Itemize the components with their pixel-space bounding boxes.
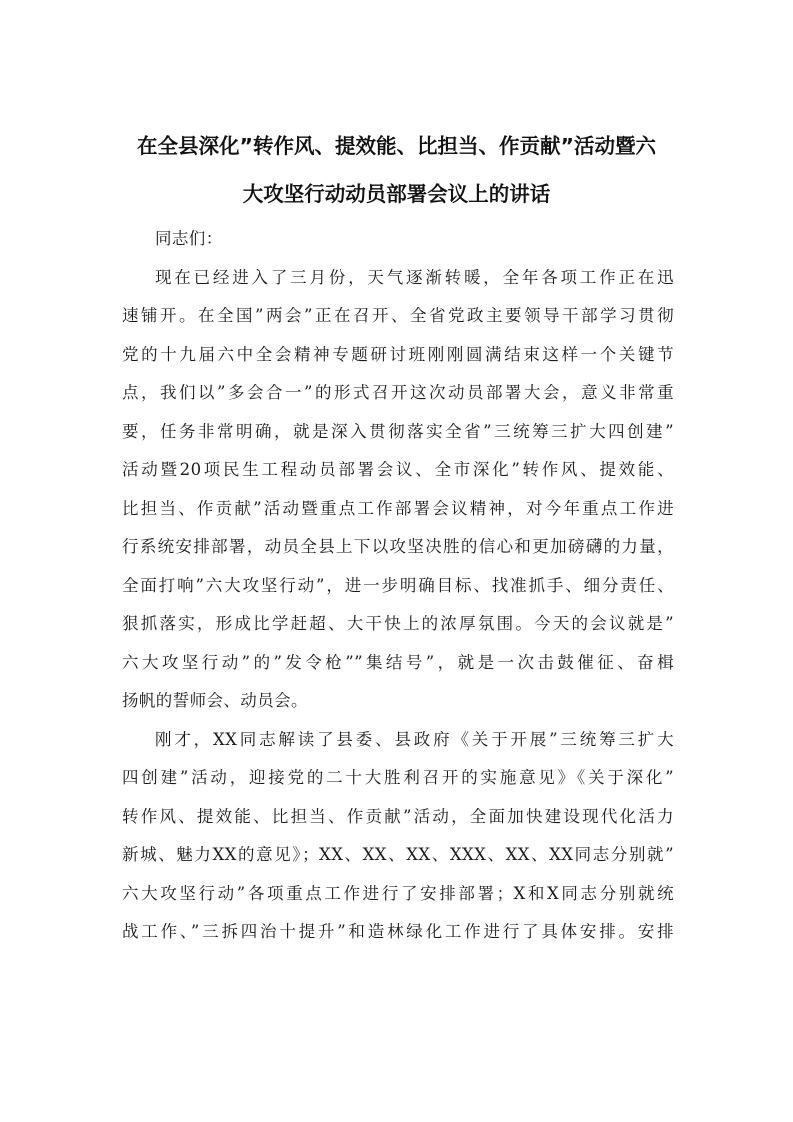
paragraph-line: 新城、魅力XX的意见》；XX、XX、XX、XXX、XX、XX同志分别就”	[122, 845, 674, 864]
paragraph-1	[122, 259, 674, 721]
document-title	[100, 122, 693, 218]
salutation	[122, 220, 674, 259]
title-line-1: 在全县深化”转作风、提效能、比担当、作贡献”活动暨六	[137, 134, 656, 158]
paragraph-line: 全面打响”六大攻坚行动”，进一步明确目标、找准抓手、细分责任、	[122, 575, 674, 595]
paragraph-line: 六大攻坚行动”的”发令枪””集结号”，就是一次击鼓催征、奋楫	[122, 652, 674, 672]
paragraph-line: 现在已经进入了三月份，天气逐渐转暖，全年各项工作正在迅	[155, 267, 674, 287]
paragraph-line: 要，任务非常明确，就是深入贯彻落实全省”三统筹三扩大四创建”	[122, 421, 674, 441]
salutation-line: 同志们：	[155, 229, 223, 248]
paragraph-line: 扬帆的誓师会、动员会。	[122, 691, 308, 710]
paragraph-line: 行系统安排部署，动员全县上下以攻坚决胜的信心和更加磅礴的力量，	[122, 537, 674, 556]
paragraph-line: 六大攻坚行动”各项重点工作进行了安排部署；X和X同志分别就统	[122, 883, 674, 903]
paragraph-line: 速铺开。在全国”两会”正在召开、全省党政主要领导干部学习贯彻	[122, 306, 674, 325]
paragraph-line: 狠抓落实，形成比学赶超、大干快上的浓厚氛围。今天的会议就是”	[122, 614, 674, 633]
paragraph-line: 刚才，XX同志解读了县委、县政府《关于开展”三统筹三扩大	[155, 729, 674, 749]
paragraph-2	[122, 721, 674, 952]
paragraph-line: 转作风、提效能、比担当、作贡献”活动，全面加快建设现代化活力	[122, 806, 674, 826]
paragraph-line: 比担当、作贡献”活动暨重点工作部署会议精神，对今年重点工作进	[122, 498, 674, 518]
paragraph-line: 战工作、”三拆四治十提升”和造林绿化工作进行了具体安排。安排	[122, 922, 674, 941]
paragraph-line: 活动暨20项民生工程动员部署会议、全市深化”转作风、提效能、	[122, 460, 674, 479]
title-line-2: 大攻坚行动动员部署会议上的讲话	[242, 182, 551, 206]
document-body	[122, 220, 674, 952]
paragraph-line: 党的十九届六中全会精神专题研讨班刚刚圆满结束这样一个关键节	[122, 344, 674, 364]
paragraph-line: 四创建”活动，迎接党的二十大胜利召开的实施意见》《关于深化”	[122, 768, 674, 787]
paragraph-line: 点，我们以”多会合一”的形式召开这次动员部署大会，意义非常重	[122, 383, 674, 402]
